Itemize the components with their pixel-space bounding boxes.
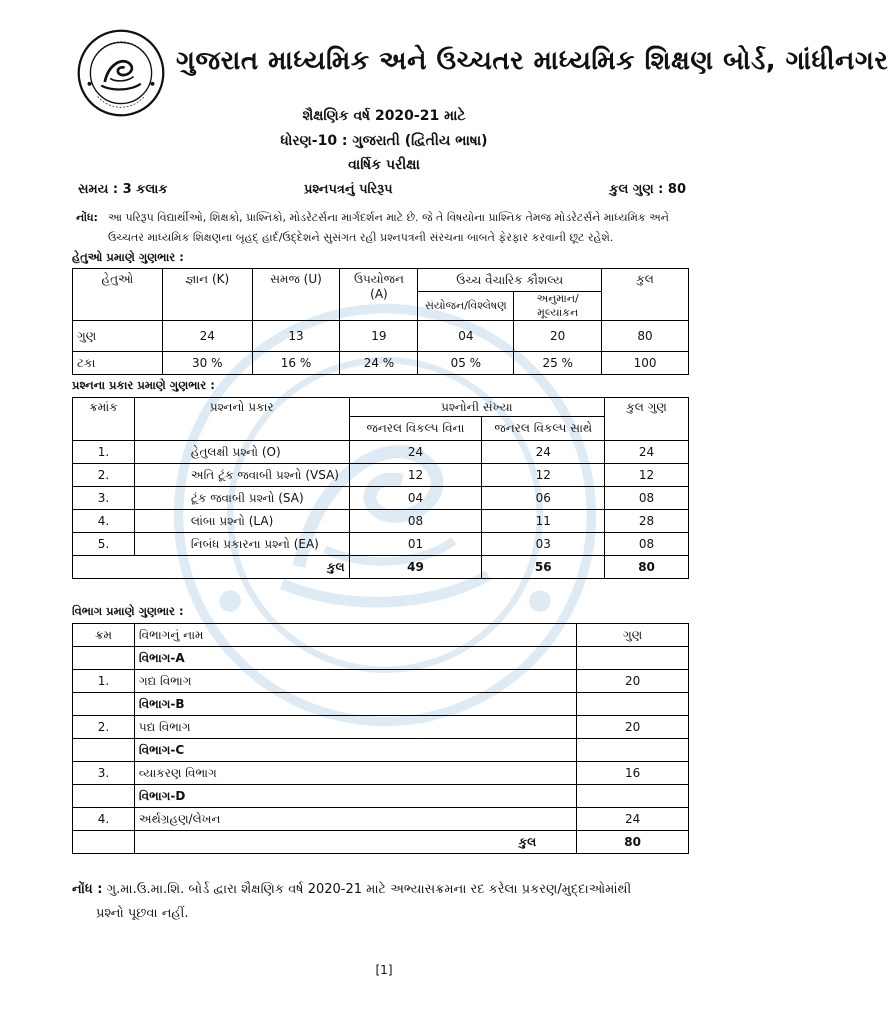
table-cell: 12	[349, 464, 482, 487]
objectives-heading: હેતુઓ પ્રમાણે ગુણભાર :	[72, 250, 184, 264]
total-with: 56	[482, 556, 605, 579]
header-objective: હેતુઓ	[73, 269, 163, 321]
table-cell: 20	[577, 716, 689, 739]
header-without-option: જનરલ વિકલ્પ વિના	[349, 417, 482, 441]
header-section-name: વિભાગનું નામ	[134, 624, 576, 647]
footer-note-label: નોંધ :	[72, 882, 103, 897]
total-marks-cell: 80	[577, 831, 689, 854]
table-row	[73, 693, 689, 716]
footer-note	[72, 878, 712, 926]
table-cell: 05 %	[418, 352, 514, 375]
total-label: કુલ	[73, 556, 350, 579]
table-cell: 30 %	[162, 352, 252, 375]
table-cell: 12	[605, 464, 689, 487]
total-without: 49	[349, 556, 482, 579]
table-cell: ગદ્ય વિભાગ	[134, 670, 576, 693]
table-cell	[73, 739, 135, 762]
table-cell	[577, 739, 689, 762]
sections-heading: વિભાગ પ્રમાણે ગુણભાર :	[72, 604, 184, 618]
table-cell: લાંબા પ્રશ્નો (LA)	[134, 510, 349, 533]
table-cell: અતિ ટૂંક જવાબી પ્રશ્નો (VSA)	[134, 464, 349, 487]
section-title: વિભાગ-A	[134, 647, 576, 670]
question-types-header-row	[73, 398, 689, 417]
table-cell: 1.	[73, 441, 135, 464]
table-cell: 08	[605, 533, 689, 556]
table-cell: 80	[602, 321, 689, 352]
document-title: પ્રશ્નપત્રનું પરિરૂપ	[304, 182, 393, 197]
table-cell: નિબંધ પ્રકારના પ્રશ્નો (EA)	[134, 533, 349, 556]
table-cell: 11	[482, 510, 605, 533]
table-row	[73, 464, 689, 487]
table-cell: 03	[482, 533, 605, 556]
table-cell	[73, 831, 135, 854]
table-cell: 4.	[73, 510, 135, 533]
table-cell: 1.	[73, 670, 135, 693]
sections-header-row	[73, 624, 689, 647]
table-row	[73, 739, 689, 762]
table-cell: 12	[482, 464, 605, 487]
sections-table	[72, 623, 689, 854]
table-cell: 20	[577, 670, 689, 693]
header-total: કુલ	[602, 269, 689, 321]
table-cell: 08	[349, 510, 482, 533]
table-row	[73, 510, 689, 533]
header-question-count: પ્રશ્નોની સંખ્યા	[349, 398, 605, 417]
row-label: ગુણ	[73, 321, 163, 352]
table-cell: 28	[605, 510, 689, 533]
table-row	[73, 487, 689, 510]
table-row	[73, 670, 689, 693]
table-cell: 100	[602, 352, 689, 375]
table-cell: 2.	[73, 716, 135, 739]
header-analysis: સંયોજન/વિશ્લેષણ	[418, 292, 514, 321]
table-cell: 24	[605, 441, 689, 464]
table-cell: 08	[605, 487, 689, 510]
table-cell: પદ્ય વિભાગ	[134, 716, 576, 739]
table-cell: 24	[162, 321, 252, 352]
header-marks: ગુણ	[577, 624, 689, 647]
table-cell: 04	[418, 321, 514, 352]
total-row	[73, 831, 689, 854]
header-hots: ઉચ્ચ વૈચારિક કૌશલ્ય	[418, 269, 602, 292]
table-cell: વ્યાકરણ વિભાગ	[134, 762, 576, 785]
note-text: આ પરિરૂપ વિદ્યાર્થીઓ, શિક્ષકો, પ્રાશ્નિકો, મોડરેટર્સના માર્ગદર્શન માટે છે. જે તે વિષયોના પ્રાશ્નિક તેમજ મોડરેટર્સને માધ્યમિક અને ઉચ્ચતર માધ્યમિક શિક્ષણના બૃહદ્ હાર્દ/ઉદ્દેશને સુસંગત રહી પ્રશ્નપત્રની સંરચના બાબતે ફેરફાર કરવાની છૂટ રહેશે.	[108, 211, 669, 244]
table-cell: 3.	[73, 487, 135, 510]
table-cell: 16 %	[252, 352, 340, 375]
table-cell	[73, 647, 135, 670]
table-cell: 04	[349, 487, 482, 510]
header-serial: ક્રમાંક	[73, 398, 135, 441]
table-row	[73, 533, 689, 556]
table-cell: 24 %	[340, 352, 418, 375]
header-serial: ક્રમ	[73, 624, 135, 647]
table-cell: 4.	[73, 808, 135, 831]
footer-note-line1: ગુ.મા.ઉ.મા.શિ. બોર્ડ દ્વારા શૈક્ષણિક વર્ષ 2020-21 માટે અભ્યાસક્રમના રદ કરેલા પ્રકરણ/મુદ્દાઓમાંથી	[106, 882, 632, 897]
table-row	[73, 762, 689, 785]
table-cell: 24	[577, 808, 689, 831]
note-label: નોંધ:	[76, 211, 98, 224]
header-understanding: સમજ (U)	[252, 269, 340, 321]
question-types-heading: પ્રશ્નના પ્રકાર પ્રમાણે ગુણભાર :	[72, 378, 215, 392]
row-label: ટકા	[73, 352, 163, 375]
total-marks: કુલ ગુણ : 80	[609, 182, 686, 197]
table-cell: 5.	[73, 533, 135, 556]
table-row	[73, 352, 689, 375]
academic-year-line: શૈક્ષણિક વર્ષ 2020-21 માટે	[302, 108, 466, 124]
table-cell: 16	[577, 762, 689, 785]
header-evaluation: અનુમાન/મૂલ્યાંકન	[514, 292, 602, 321]
question-types-table	[72, 397, 689, 579]
table-row	[73, 321, 689, 352]
table-row	[73, 441, 689, 464]
board-seal-logo	[76, 28, 166, 118]
section-title: વિભાગ-C	[134, 739, 576, 762]
header-knowledge: જ્ઞાન (K)	[162, 269, 252, 321]
table-cell: અર્થગ્રહણ/લેખન	[134, 808, 576, 831]
total-row	[73, 556, 689, 579]
exam-type-line: વાર્ષિક પરીક્ષા	[348, 157, 420, 173]
objectives-table	[72, 268, 689, 375]
table-row	[73, 785, 689, 808]
table-cell: 3.	[73, 762, 135, 785]
table-cell	[73, 785, 135, 808]
section-title: વિભાગ-B	[134, 693, 576, 716]
page-number: [1]	[375, 963, 393, 977]
footer-note-line2: પ્રશ્નો પૂછવા નહીં.	[96, 906, 189, 921]
table-cell: 24	[482, 441, 605, 464]
exam-time: સમય : 3 કલાક	[78, 182, 168, 197]
table-row	[73, 647, 689, 670]
table-row	[73, 808, 689, 831]
table-cell: 06	[482, 487, 605, 510]
table-cell: 19	[340, 321, 418, 352]
table-cell: હેતુલક્ષી પ્રશ્નો (O)	[134, 441, 349, 464]
table-cell	[577, 693, 689, 716]
subject-line: ધોરણ-10 : ગુજરાતી (દ્વિતીય ભાષા)	[280, 133, 488, 149]
table-cell: 13	[252, 321, 340, 352]
table-cell	[577, 785, 689, 808]
guidance-note	[76, 208, 696, 248]
table-row	[73, 716, 689, 739]
table-cell: 2.	[73, 464, 135, 487]
header-application: ઉપયોજન (A)	[340, 269, 418, 321]
header-with-option: જનરલ વિકલ્પ સાથે	[482, 417, 605, 441]
table-cell: ટૂંક જવાબી પ્રશ્નો (SA)	[134, 487, 349, 510]
table-cell: 24	[349, 441, 482, 464]
header-total-marks: કુલ ગુણ	[605, 398, 689, 441]
board-title: ગુજરાત માધ્યમિક અને ઉચ્ચતર માધ્યમિક શિક્ષણ બોર્ડ, ગાંધીનગર	[176, 46, 888, 76]
table-cell	[73, 693, 135, 716]
header-question-type: પ્રશ્નનો પ્રકાર	[134, 398, 349, 441]
objectives-header-row	[73, 269, 689, 292]
section-title: વિભાગ-D	[134, 785, 576, 808]
table-cell: 25 %	[514, 352, 602, 375]
total-label: કુલ	[134, 831, 576, 854]
table-cell: 01	[349, 533, 482, 556]
table-cell: 20	[514, 321, 602, 352]
total-marks-cell: 80	[605, 556, 689, 579]
table-cell	[577, 647, 689, 670]
